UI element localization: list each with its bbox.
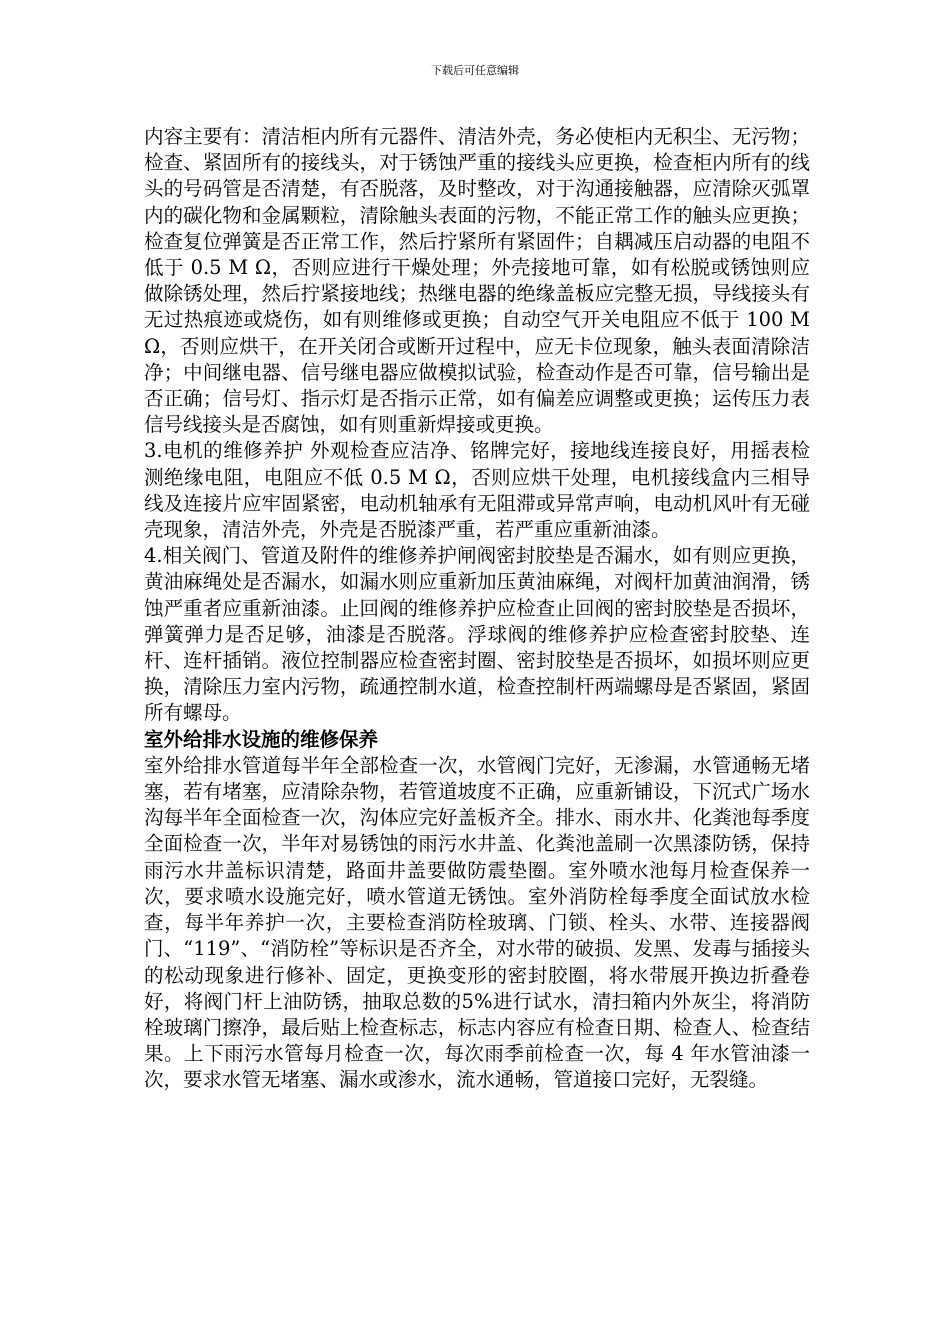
paragraph-control-cabinet-maintenance: 内容主要有：清洁柜内所有元器件、清洁外壳，务必使柜内无积尘、无污物；检查、紧固所有的接线头，对于锈蚀严重的接线头应更换，检查柜内所有的线头的号码管是否清楚，有否脱落，及时整改，对于沟通接触器，应清除灭弧罩内的碳化物和金属颗粒，清除触头表面的污物，不能正常工作的触头应更换；检查复位弹簧是否正常工作，然后拧紧所有紧固件；自耦减压启动器的电阻不低于 0.5 M Ω，否则应进行干燥处理；外壳接地可靠，如有松脱或锈蚀则应做除锈处理，然后拧紧接地线；热继电器的绝缘盖板应完整无损，导线接头有无过热痕迹或烧伤，如有则维修或更换；自动空气开关电阻应不低于 100 M Ω，否则应烘干，在开关闭合或断开过程中，应无卡位现象，触头表面清除洁净；中间继电器、信号继电器应做模拟试验，检查动作是否可靠，信号输出是否正确；信号灯、指示灯是否指示正常，如有偏差应调整或更换；运传压力表信号线接头是否腐蚀，如有则重新焊接或更换。 — [144, 125, 810, 437]
paragraph-valve-pipe-maintenance: 4.相关阀门、管道及附件的维修养护闸阀密封胶垫是否漏水，如有则应更换，黄油麻绳处是否漏水，如漏水则应重新加压黄油麻绳，对阀杆加黄油润滑，锈蚀严重者应重新油漆。止回阀的维修养护应检查止回阀的密封胶垫是否损坏，弹簧弹力是否足够，油漆是否脱落。浮球阀的维修养护应检查密封胶垫、连杆、连杆插销。液位控制器应检查密封圈、密封胶垫是否损坏，如损坏则应更换，清除压力室内污物，疏通控制水道，检查控制杆两端螺母是否紧固，紧固所有螺母。 — [144, 544, 810, 725]
page-header: 下载后可任意编辑 — [431, 64, 519, 77]
section-heading-outdoor-water-facilities: 室外给排水设施的维修保养 — [144, 727, 379, 751]
paragraph-motor-maintenance: 3.电机的维修养护 外观检查应洁净、铭牌完好，接地线连接良好，用摇表检测绝缘电阻，电阻应不低 0.5 M Ω，否则应烘干处理，电机接线盒内三相导线及连接片应牢固紧密，电动机轴承有无阻滞或异常声响，电动机风叶有无碰壳现象，清洁外壳，外壳是否脱漆严重，若严重应重新油漆。 — [144, 439, 810, 542]
paragraph-outdoor-water-facilities: 室外给排水管道每半年全部检查一次，水管阀门完好，无渗漏，水管通畅无堵塞，若有堵塞，应清除杂物，若管道坡度不正确，应重新铺设，下沉式广场水沟每半年全面检查一次，沟体应完好盖板齐全。排水、雨水井、化粪池每季度全面检查一次，半年对易锈蚀的雨污水井盖、化粪池盖刷一次黑漆防锈，保持雨污水井盖标识清楚，路面井盖要做防震垫圈。室外喷水池每月检查保养一次，要求喷水设施完好，喷水管道无锈蚀。室外消防栓每季度全面试放水检查，每半年养护一次，主要检查消防栓玻璃、门锁、栓头、水带、连接器阀门、“119”、“消防栓”等标识是否齐全，对水带的破损、发黑、发毒与插接头的松动现象进行修补、固定，更换变形的密封胶圈，将水带展开换边折叠卷好，将阀门杆上油防锈，抽取总数的5%进行试水，清扫箱内外灰尘，将消防栓玻璃门擦净，最后贴上检查标志，标志内容应有检查日期、检查人、检查结果。上下雨污水管每月检查一次，每次雨季前检查一次，每 4 年水管油漆一次，要求水管无堵塞、漏水或渗水，流水通畅，管道接口完好，无裂缝。 — [144, 753, 810, 1092]
document-body — [144, 124, 810, 1094]
